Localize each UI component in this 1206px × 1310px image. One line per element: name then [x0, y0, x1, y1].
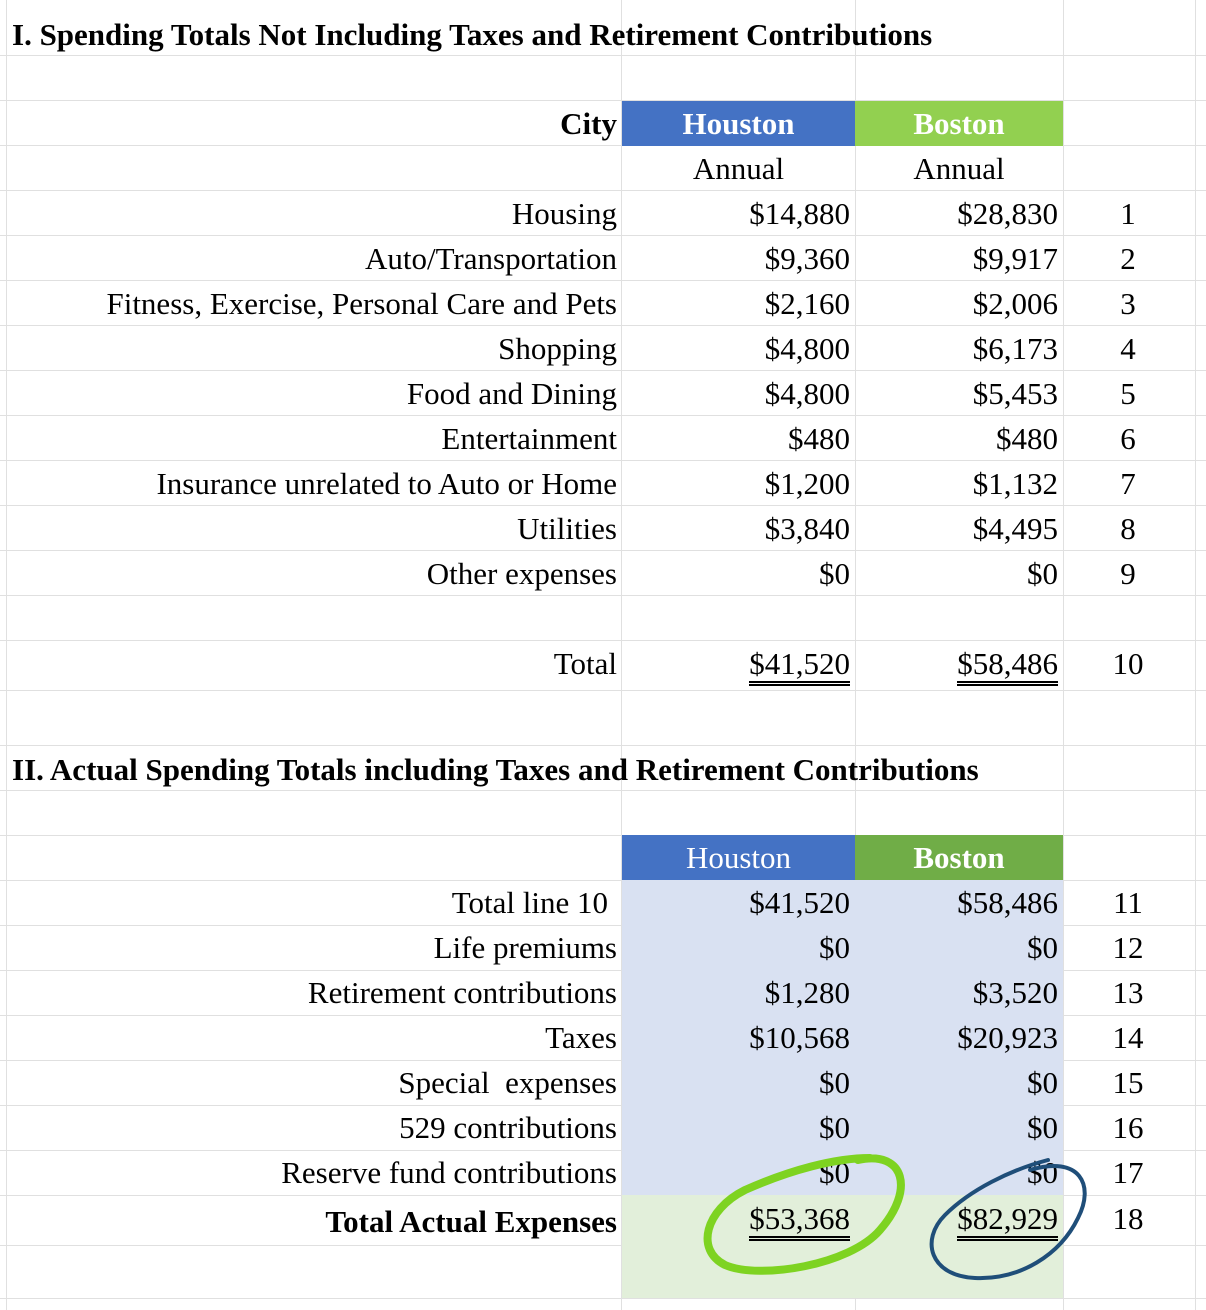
- boston-subheader: Annual: [913, 151, 1005, 186]
- row-label: Other expenses: [426, 556, 617, 591]
- houston-value: $4,800: [764, 331, 850, 366]
- boston-value: $0: [1027, 1110, 1058, 1145]
- houston-total-value: $41,520: [749, 647, 850, 686]
- boston-value: $9,917: [972, 241, 1058, 276]
- row-label: 529 contributions: [399, 1110, 617, 1145]
- houston-value: $41,520: [749, 885, 850, 920]
- line-number: 5: [1120, 376, 1136, 411]
- houston-header: Houston: [682, 106, 795, 141]
- houston-total-actual-value: $53,368: [749, 1202, 850, 1241]
- total-actual-label: Total Actual Expenses: [325, 1204, 617, 1239]
- blue-circle-annotation: [932, 1160, 1085, 1278]
- houston-value: $9,360: [764, 241, 850, 276]
- houston-value: $0: [819, 1110, 850, 1145]
- boston-header: Boston: [913, 840, 1005, 875]
- row-label: Total line 10: [451, 885, 608, 920]
- boston-value: $28,830: [957, 196, 1058, 231]
- line-number: 12: [1112, 930, 1144, 965]
- boston-value: $58,486: [957, 885, 1058, 920]
- line-number: 8: [1120, 511, 1136, 546]
- line-number: 9: [1120, 556, 1136, 591]
- boston-value: $480: [996, 421, 1058, 456]
- boston-value: $5,453: [972, 376, 1058, 411]
- boston-value: $3,520: [972, 975, 1058, 1010]
- houston-value: $3,840: [764, 511, 850, 546]
- boston-value: $4,495: [972, 511, 1058, 546]
- line-number: 11: [1113, 885, 1143, 920]
- row-label: Utilities: [517, 511, 617, 546]
- boston-value: $6,173: [972, 331, 1058, 366]
- houston-value: $2,160: [764, 286, 850, 321]
- row-label: Reserve fund contributions: [281, 1155, 617, 1190]
- row-label: Auto/Transportation: [364, 241, 617, 276]
- line-number: 3: [1120, 286, 1136, 321]
- houston-value: $480: [788, 421, 850, 456]
- row-label: Fitness, Exercise, Personal Care and Pets: [106, 286, 617, 321]
- line-number: 18: [1112, 1201, 1144, 1236]
- row-label: Housing: [511, 196, 617, 231]
- houston-value: $0: [819, 1155, 850, 1190]
- total-label: Total: [553, 646, 617, 681]
- houston-subheader: Annual: [692, 151, 785, 186]
- section-2-title: II. Actual Spending Totals including Taxes and Retirement Contributions: [12, 752, 979, 787]
- line-number: 7: [1120, 466, 1136, 501]
- boston-header: Boston: [913, 106, 1005, 141]
- boston-total-actual-value: $82,929: [957, 1202, 1058, 1241]
- row-label: Life premiums: [433, 930, 617, 965]
- houston-value: $0: [819, 1065, 850, 1100]
- boston-value: $2,006: [972, 286, 1058, 321]
- row-label: Food and Dining: [406, 376, 617, 411]
- boston-value: $0: [1027, 556, 1058, 591]
- boston-value: $0: [1027, 930, 1058, 965]
- row-label: Entertainment: [441, 421, 617, 456]
- houston-value: $1,280: [764, 975, 850, 1010]
- row-label: Taxes: [545, 1020, 617, 1055]
- line-number: 4: [1120, 331, 1136, 366]
- line-number: 17: [1112, 1155, 1144, 1190]
- line-number: 14: [1112, 1020, 1144, 1055]
- line-number: 1: [1120, 196, 1136, 231]
- boston-total-value: $58,486: [957, 647, 1058, 686]
- houston-value: $1,200: [764, 466, 850, 501]
- houston-value: $0: [819, 930, 850, 965]
- boston-value: $0: [1027, 1155, 1058, 1190]
- boston-value: $1,132: [972, 466, 1058, 501]
- line-number: 16: [1112, 1110, 1144, 1145]
- boston-value: $20,923: [957, 1020, 1058, 1055]
- section-1-title: I. Spending Totals Not Including Taxes and Retirement Contributions: [12, 17, 933, 52]
- boston-value: $0: [1027, 1065, 1058, 1100]
- line-number: 10: [1112, 646, 1144, 681]
- row-label: Special expenses: [398, 1065, 617, 1100]
- houston-header: Houston: [685, 840, 792, 875]
- houston-value: $0: [819, 556, 850, 591]
- row-label: Shopping: [498, 331, 617, 366]
- houston-value: $4,800: [764, 376, 850, 411]
- line-number: 13: [1112, 975, 1144, 1010]
- line-number: 15: [1112, 1065, 1144, 1100]
- green-circle-annotation: [708, 1158, 901, 1271]
- row-label: Insurance unrelated to Auto or Home: [156, 466, 617, 501]
- houston-value: $14,880: [749, 196, 850, 231]
- line-number: 2: [1120, 241, 1136, 276]
- houston-value: $10,568: [749, 1020, 850, 1055]
- city-header: City: [560, 106, 617, 141]
- line-number: 6: [1120, 421, 1136, 456]
- row-label: Retirement contributions: [307, 975, 617, 1010]
